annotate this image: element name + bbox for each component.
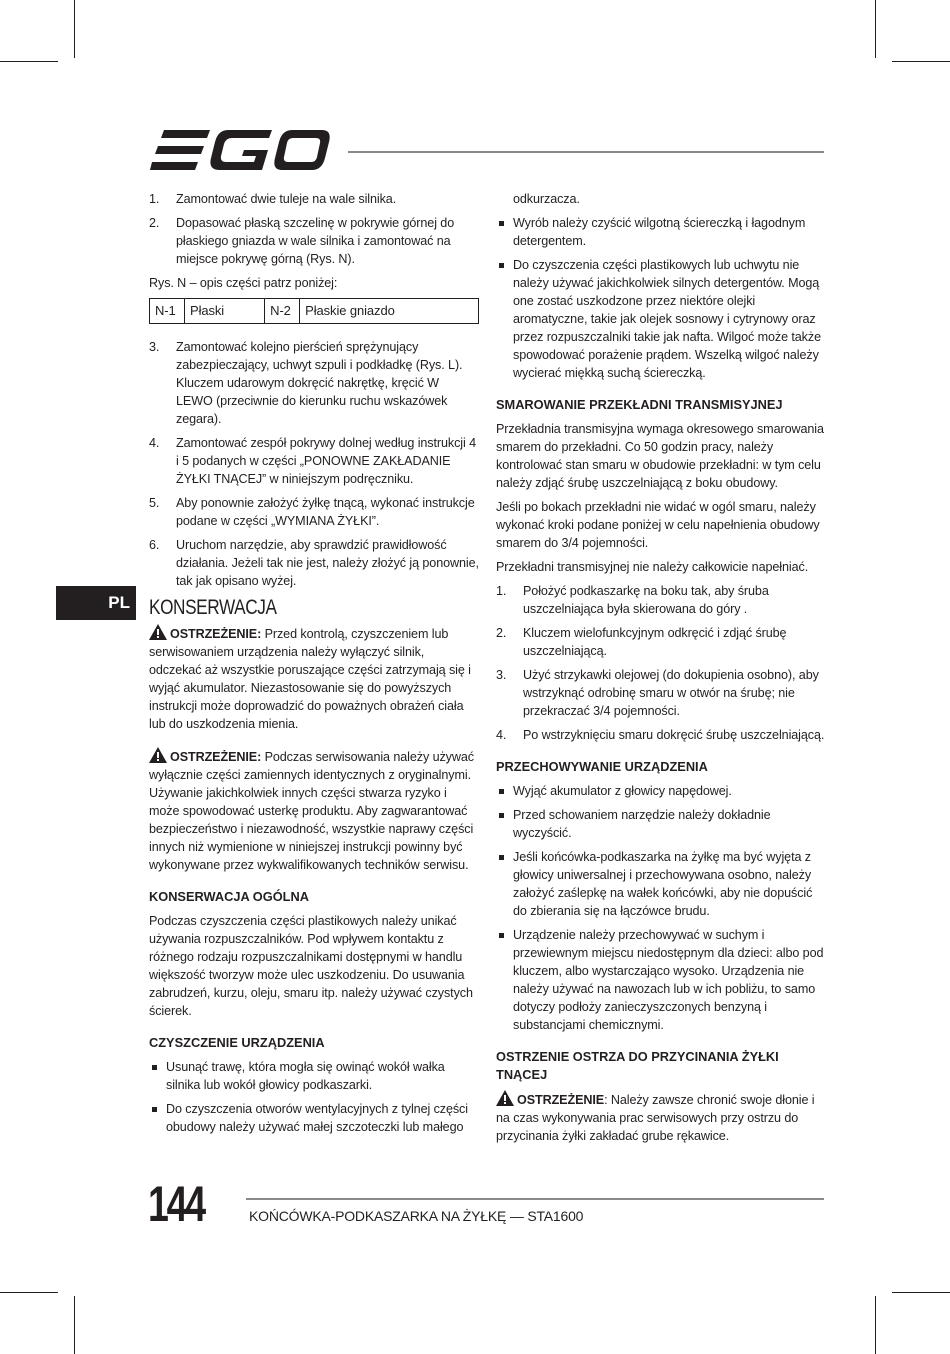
header-rule [348, 151, 824, 153]
install-steps-a [149, 190, 479, 268]
crop-mark [892, 1292, 950, 1293]
crop-mark [875, 0, 876, 58]
figure-note: Rys. N – opis części patrz poniżej: [149, 276, 338, 290]
language-tab: PL [56, 586, 136, 620]
list-item: Jeśli końcówka-podkaszarka na żyłkę ma być wyjęta z głowicy uniwersalnej i przechowywana osobno, należy założyć zaślepkę na wałek końcówki, aby nie dopuścić do zbierania się na łączówce brudu. [496, 848, 826, 920]
crop-mark [0, 1292, 58, 1293]
list-item: 3. Użyć strzykawki olejowej (do dokupienia osobno), aby wstrzyknąć odrobinę smaru w otwór na śrubę; nie przekraczać 3/4 pojemności. [496, 668, 819, 718]
paragraph: Podczas czyszczenia części plastikowych należy unikać używania rozpuszczalników. Pod wpływem kontaktu z różnego rodzaju rozpuszczalnikami dostępnymi w handlu większość tworzyw może ulec uszkodzeniu. Do usuwania zabrudzeń, kurzu, oleju, smaru itp. należy używać czystych ścierek. [149, 914, 473, 1018]
list-item: 4. Po wstrzyknięciu smaru dokręcić śrubę uszczelniającą. [496, 728, 825, 742]
table-cell: N-2 [265, 299, 300, 324]
list-item: 2. Kluczem wielofunkcyjnym odkręcić i zdjąć śrubę uszczelniającą. [496, 626, 787, 658]
list-item: 2. Dopasować płaską szczelinę w pokrywie górnej do płaskiego gniazda w wale silnika i zamontować na miejsce pokrywę górną (Rys. N). [149, 216, 455, 266]
warning-paragraph: OSTRZEŻENIE: Przed kontrolą, czyszczeniem lub serwisowaniem urządzenia należy wyłączyć silnik, odczekać aż wszystkie poruszające części zatrzymają się i wyjąć akumulator. Niezastosowanie się do powyższych instrukcji może doprowadzić do poważnych obrażeń ciała lub do uszkodzenia mienia. [149, 624, 479, 733]
left-column [149, 190, 479, 1142]
subheading: CZYSZCZENIE URZĄDZENIA [149, 1035, 325, 1050]
warning-label: OSTRZEŻENIE: [170, 627, 262, 641]
warning-icon [149, 747, 167, 763]
list-item: 6. Uruchom narzędzie, aby sprawdzić prawidłowość działania. Jeżeli tak nie jest, należy złożyć ją ponownie, tak jak opisano wyżej. [149, 538, 479, 588]
table-cell: N-1 [150, 299, 185, 324]
crop-mark [74, 0, 75, 58]
paragraph: Jeśli po bokach przekładni nie widać w ogól smaru, należy wykonać kroki podane poniżej w celu napełnienia obudowy smarem do 3/4 pojemności. [496, 500, 820, 550]
right-column [496, 190, 826, 1151]
warning-label: OSTRZEŻENIE [517, 1093, 605, 1107]
crop-mark [74, 1296, 75, 1354]
list-item: Usunąć trawę, która mogła się owinąć wokół wałka silnika lub wokół głowicy podkaszarki. [149, 1058, 479, 1094]
footer-title: KOŃCÓWKA-PODKASZARKA NA ŻYŁKĘ — STA1600 [249, 1208, 584, 1224]
subheading: KONSERWACJA OGÓLNA [149, 889, 309, 904]
list-item: 3. Zamontować kolejno pierścień sprężynujący zabezpieczający, uchwyt szpuli i podkładkę (Rys. L). Kluczem udarowym dokręcić nakrętkę, kręcić W LEWO (przeciwnie do kierunku ruchu wskazówek zegara). [149, 340, 463, 426]
warning-paragraph: OSTRZEŻENIE: Należy zawsze chronić swoje dłonie i na czas wykonywania prac serwisowych przy ostrzu do przycinania żyłki zakładać grube rękawice. [496, 1090, 826, 1145]
table-cell: Płaski [185, 299, 265, 324]
paragraph: Przekładni transmisyjnej nie należy całkowicie napełniać. [496, 560, 809, 574]
paragraph: Przekładnia transmisyjna wymaga okresowego smarowania smarem do przekładni. Co 50 godzin pracy, należy kontrolować stan smaru w obudowie przekładni: w tym celu należy zdjąć śrubę uszczelniającą z boku obudowy. [496, 422, 824, 490]
list-item: Do czyszczenia otworów wentylacyjnych z tylnej części obudowy należy używać małej szczoteczki lub małego [149, 1100, 479, 1136]
section-title: KONSERWACJA [149, 596, 277, 619]
table-cell: Płaskie gniazdo [300, 299, 479, 324]
storage-list [496, 782, 826, 1034]
list-item: Do czyszczenia części plastikowych lub uchwytu nie należy używać jakichkolwiek silnych detergentów. Mogą one zostać uszkodzone przez niektóre olejki aromatyczne, takie jak olejek sosnowy i cytrynowy oraz przez rozpuszczalniki takie jak nafta. Wilgoć może także spowodować porażenie prądem. Wszelką wilgoć należy wycierać miękką suchą ściereczką. [496, 256, 826, 382]
warning-icon [149, 624, 167, 640]
list-item: Przed schowaniem narzędzie należy dokładnie wyczyścić. [496, 806, 826, 842]
crop-mark [0, 61, 58, 62]
subheading: SMAROWANIE PRZEKŁADNI TRANSMISYJNEJ [496, 397, 783, 412]
paragraph: odkurzacza. [513, 192, 580, 206]
page-number: 144 [148, 1176, 204, 1232]
parts-table [149, 298, 479, 324]
subheading: PRZECHOWYWANIE URZĄDZENIA [496, 759, 708, 774]
crop-mark [892, 61, 950, 62]
subheading: OSTRZENIE OSTRZA DO PRZYCINANIA ŻYŁKI TNĄCEJ [496, 1049, 779, 1082]
warning-icon [496, 1090, 514, 1106]
list-item: 4. Zamontować zespół pokrywy dolnej według instrukcji 4 i 5 podanych w części „PONOWNE ZAKŁADANIE ŻYŁKI TNĄCEJ” w niniejszym podręczniku. [149, 436, 476, 486]
footer-rule [246, 1198, 824, 1200]
list-item: Wyjąć akumulator z głowicy napędowej. [496, 782, 826, 800]
cleaning-list [149, 1058, 479, 1136]
list-item: 5. Aby ponownie założyć żyłkę tnącą, wykonać instrukcje podane w części „WYMIANA ŻYŁKI”. [149, 496, 475, 528]
ego-logo [150, 130, 330, 172]
cleaning-list [496, 214, 826, 382]
warning-paragraph: OSTRZEŻENIE: Podczas serwisowania należy używać wyłącznie części zamiennych identycznych z oryginalnymi. Używanie jakichkolwiek innych części stwarza ryzyko i może spowodować usterkę produktu. Aby zagwarantować bezpieczeństwo i niezawodność, wszystkie naprawy części innych niż wymienione w niniejszej instrukcji powinny być wykonywane przez wykwalifikowanych techników serwisu. [149, 747, 479, 874]
crop-mark [875, 1296, 876, 1354]
list-item: 1. Zamontować dwie tuleje na wale silnika. [149, 192, 397, 206]
warning-label: OSTRZEŻENIE: [170, 750, 262, 764]
table-row [150, 299, 479, 324]
list-item: Wyrób należy czyścić wilgotną ściereczką i łagodnym detergentem. [496, 214, 826, 250]
list-item: Urządzenie należy przechowywać w suchym i przewiewnym miejscu niedostępnym dla dzieci: albo pod kluczem, albo wystarczająco wysoko. Urządzenia nie należy używać na nawozach lub w ich pobliżu, to samo dotyczy podłoży zanieczyszczonych benzyną i substancjami chemicznymi. [496, 926, 826, 1034]
list-item: 1. Położyć podkaszarkę na boku tak, aby śruba uszczelniająca była skierowana do góry . [496, 584, 769, 616]
gear-steps [496, 582, 826, 744]
install-steps-b [149, 338, 479, 590]
